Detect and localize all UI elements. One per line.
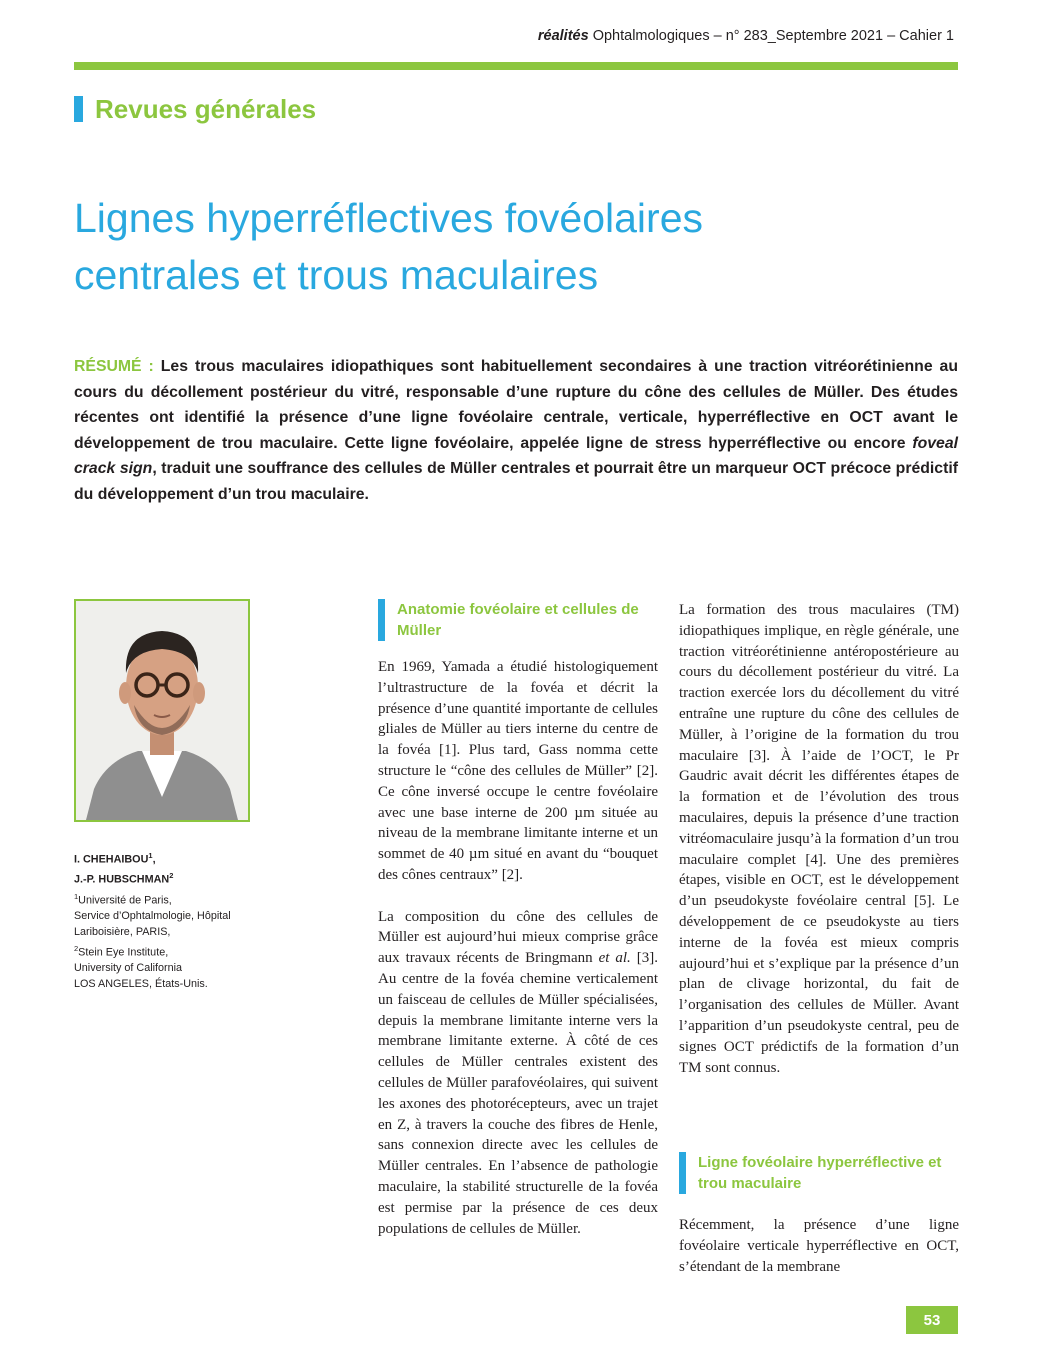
journal-issue: Ophtalmologiques – n° 283_Septembre 2021 – Cahier 1 — [592, 28, 954, 44]
paragraph: Récemment, la présence d’une ligne fovéolaire verticale hyperréflective en OCT, s’étendant de la membrane — [679, 1217, 959, 1275]
abstract-label: RÉSUMÉ : — [74, 358, 154, 375]
header-rule — [74, 62, 958, 70]
abstract-text-2: , traduit une souffrance des cellules de Müller centrales et pourrait être un marqueur OCT précoce prédictif du développement d’un trou maculaire. — [74, 460, 958, 503]
subheading-marker — [378, 599, 385, 641]
journal-header — [538, 28, 954, 44]
affiliation-2: $^2$Stein Eye Institute, — [74, 943, 169, 959]
affiliation-1: $^1$Université de Paris, — [74, 891, 172, 907]
title-line-1: Lignes hyperréflectives fovéolaires — [74, 195, 703, 241]
affiliation-1-line-2: Service d’Ophtalmologie, Hôpital — [74, 910, 231, 923]
abstract-italic: foveal crack sign — [74, 434, 958, 477]
subheading-anatomy-text: Anatomie fovéolaire et cellules de Müller — [397, 601, 639, 639]
paragraph: En 1969, Yamada a étudié histologiquement l’ultrastructure de la fovéa et décrit la présence d’une quantité importante de cellules gliales de Müller au tiers interne du centre de la fovéa [1]. Plus tard, Gass nomma cette structure le “cône des cellules de Müller” [2]. Ce cône inversé occupe le centre fovéolaire avec une base interne de 200 µm située au niveau de la membrane limitante interne et un sommet de 40 µm situé en avant du “bouquet des cônes centraux” [2]. — [378, 659, 658, 883]
subheading-marker — [679, 1152, 686, 1194]
abstract-text-1: Les trous maculaires idiopathiques sont habituellement secondaires à une traction vitréorétinienne au cours du décollement postérieur du vitré, responsable d’une rupture du cône des cellules de Müller. Des études récentes ont identifié la présence d’une ligne fovéolaire centrale, verticale, hyperréflective en OCT avant le développement de trou maculaire. Cette ligne fovéolaire, appelée ligne de stress hyperréflective ou encore — [74, 358, 958, 452]
body-column-2-continued — [679, 1215, 959, 1298]
author-portrait — [76, 601, 248, 820]
affiliation-2-line-3: LOS ANGELES, États-Unis. — [74, 977, 208, 990]
section-marker — [74, 96, 83, 122]
subheading-anatomy — [378, 599, 658, 641]
body-column-2 — [679, 600, 959, 1099]
affiliation-2-line-2: University of California — [74, 962, 183, 975]
page-number: 53 — [906, 1306, 958, 1334]
body-column-1 — [378, 657, 658, 1260]
title-line-2: centrales et trous maculaires — [74, 252, 599, 298]
subheading-line — [679, 1152, 959, 1194]
author-block — [74, 848, 274, 993]
author-name-2: J.-P. HUBSCHMAN$^2$ — [74, 871, 174, 886]
paragraph: La formation des trous maculaires (TM) idiopathiques implique, en règle générale, une traction vitréorétinienne antéropostérieure au cours du décollement postérieur du vitré. La traction exercée lors du décollement du vitré entraîne une rupture du cône des cellules de Müller, à l’origine de la formation du trou maculaire [3]. À l’aide de l’OCT, le Pr Gaudric avait décrit les différentes étapes de la formation et de l’évolution des trous maculaires, depuis la présence d’une traction vitréomaculaire jusqu’à la formation d’un trou maculaire complet [4]. Une des premières étapes, visible en OCT, est le développement d’un pseudokyste fovéolaire central [5]. Le développement de ce pseudokyste au tiers interne de la fovéa est mieux compris aujourd’hui et s’explique par la présence d’un plan de clivage horizontal, du fait de l’organisation des cellules de Müller. Avant l’apparition d’un pseudokyste central, peu de signes OCT prédictifs de la formation d’un TM sont connus. — [679, 602, 959, 1076]
journal-brand: réalités — [537, 28, 589, 44]
author-name-1: I. CHEHAIBOU$^1$, — [74, 851, 156, 866]
article-title — [74, 190, 954, 304]
section-header — [74, 94, 316, 124]
subheading-line-text: Ligne fovéolaire hyperréflective et trou maculaire — [698, 1154, 942, 1192]
abstract — [74, 354, 958, 507]
affiliation-1-line-3: Lariboisière, PARIS, — [74, 925, 171, 938]
paragraph: La composition du cône des cellules de Müller est aujourd’hui mieux comprise grâce aux travaux récents de Bringmann et al. [3]. Au centre de la fovéa chemine verticalement un faisceau de cellules de Müller spécialisées, depuis la membrane limitante interne vers la membrane limitante externe. À côté de ces cellules de Müller centrales existent des cellules de Müller parafovéolaires, qui suivent les axones des photorécepteurs, avec un trajet en Z, à travers la couche des fibres de Henle, sans connexion directe avec les cellules de Müller centrales. En l’absence de pathologie maculaire, la stabilité structurelle de la fovéa est permise par la présence de ces deux populations de cellules de Müller. — [378, 908, 658, 1237]
author-photo — [74, 599, 250, 822]
section-title: Revues générales — [95, 93, 317, 124]
